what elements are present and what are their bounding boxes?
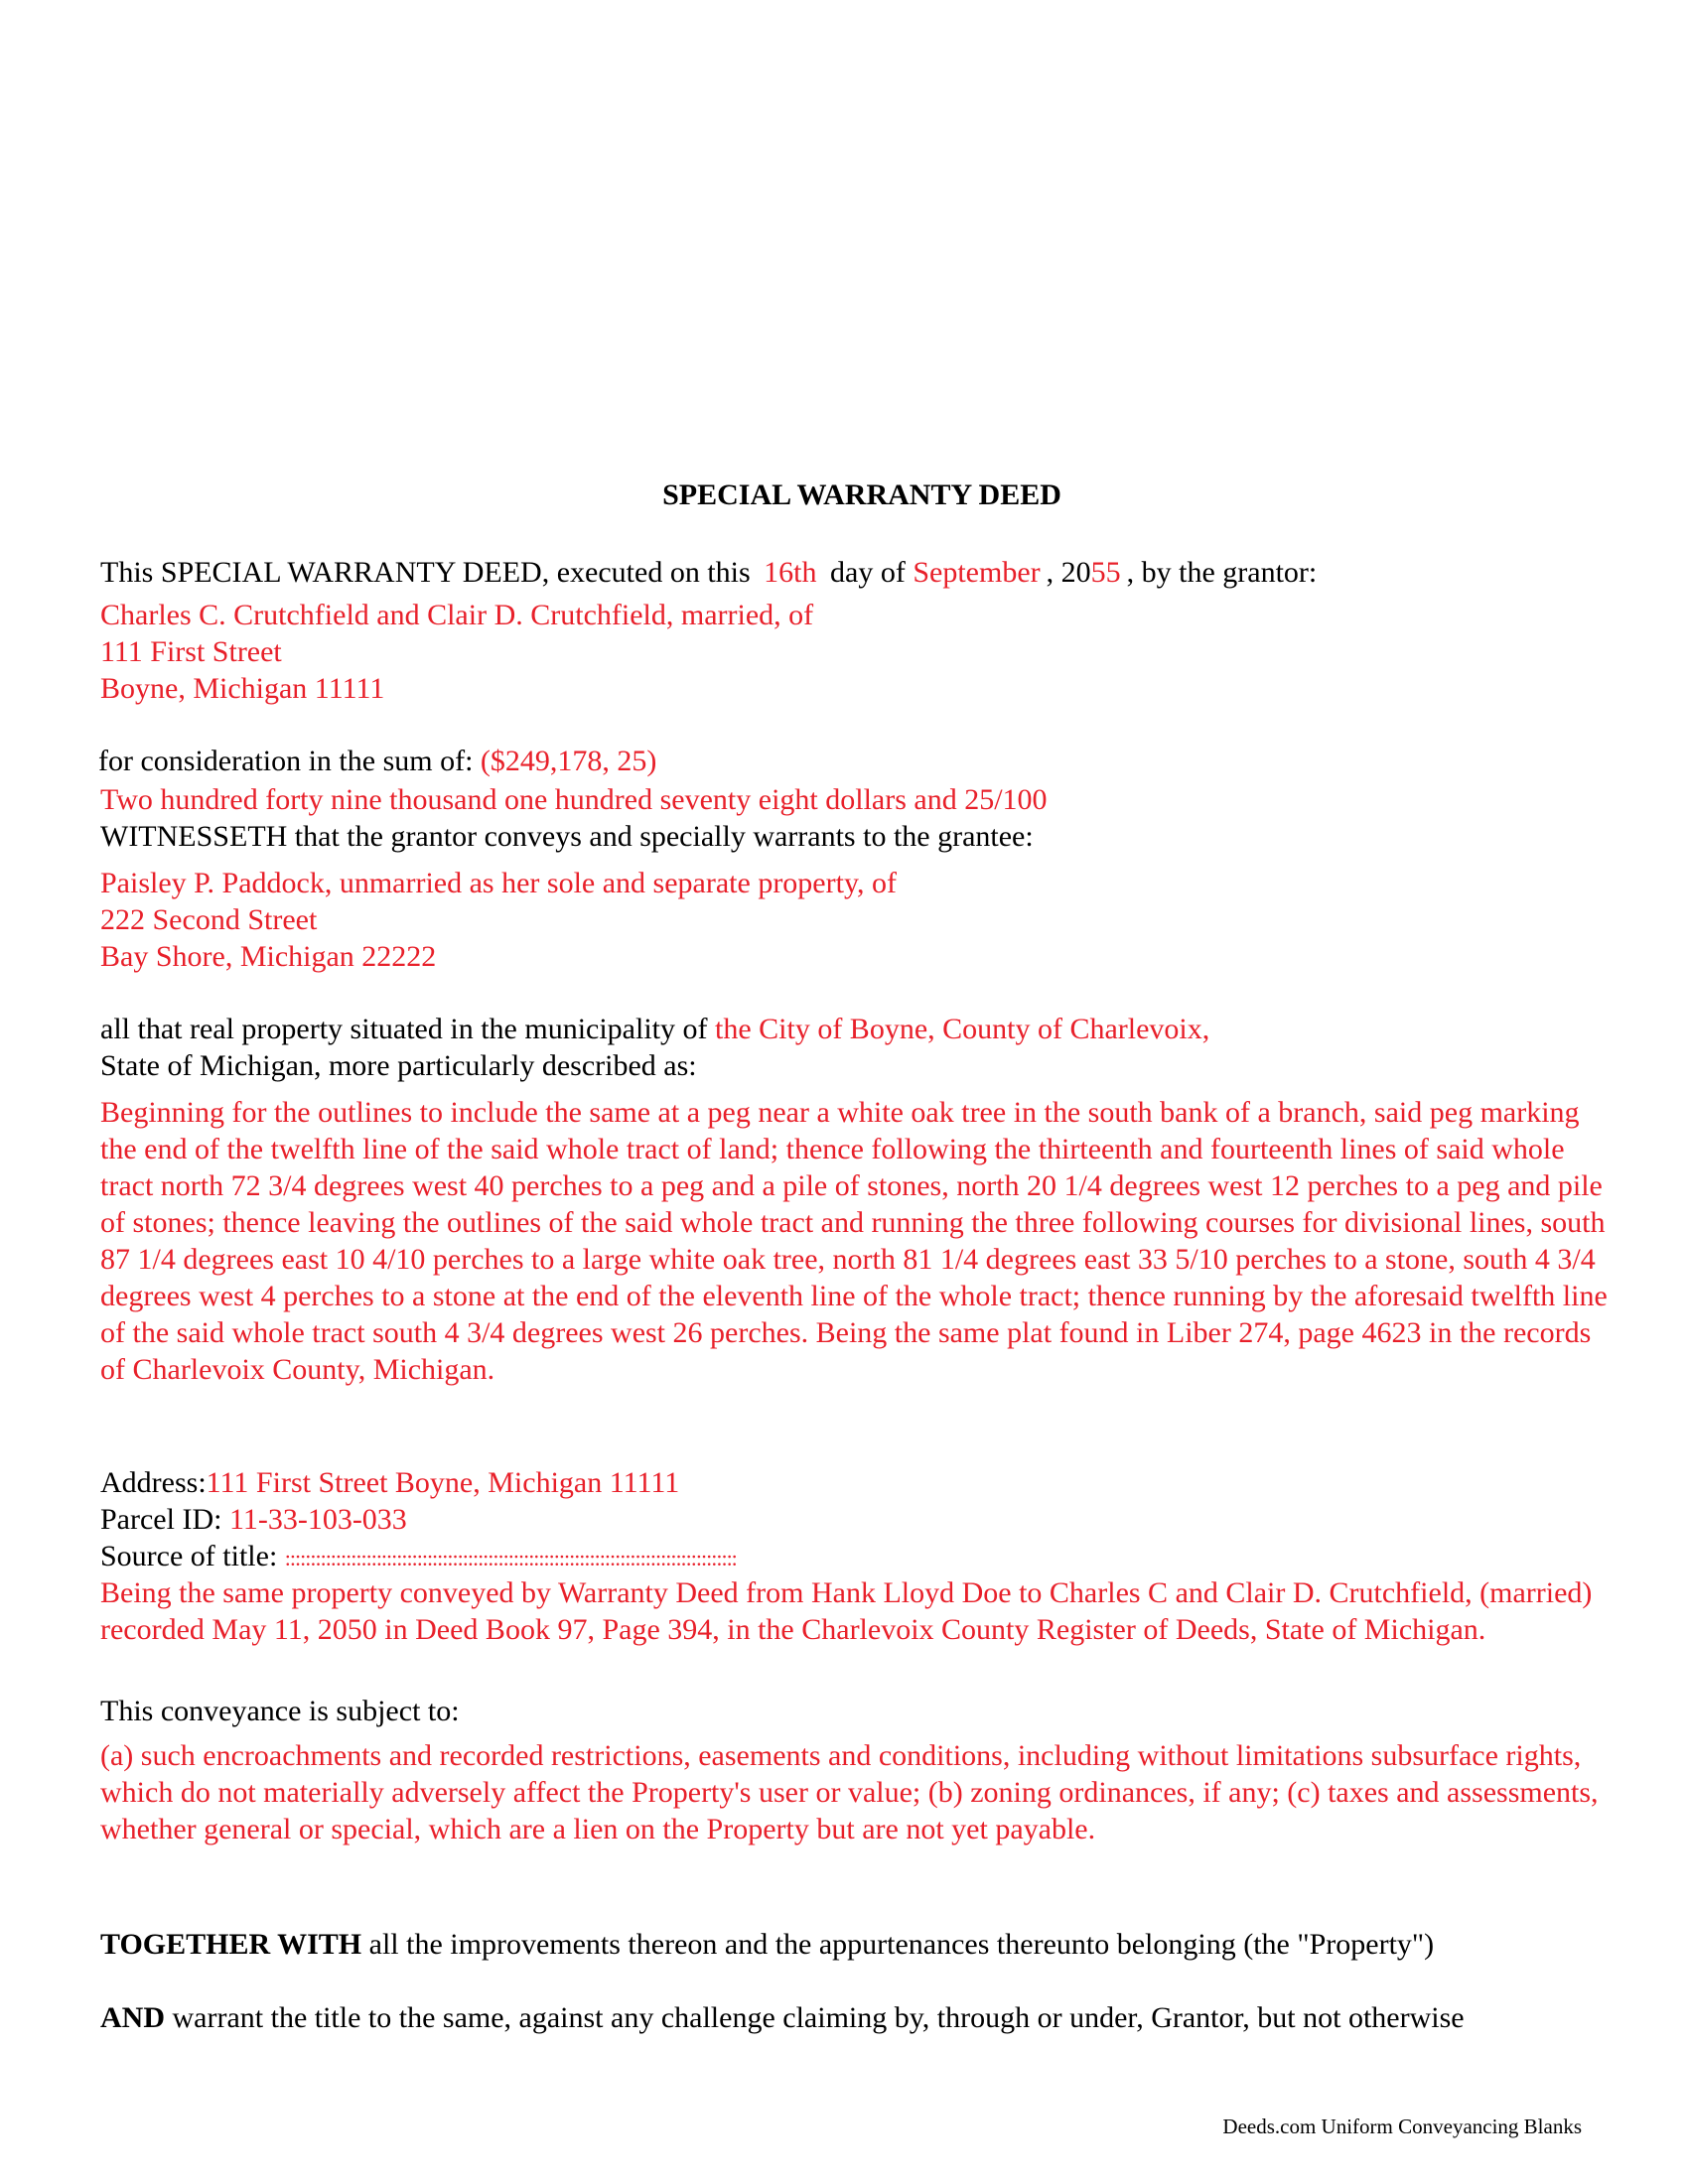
property-state-line: State of Michigan, more particularly described as:	[100, 1049, 697, 1082]
parcel-label: Parcel ID:	[100, 1503, 222, 1536]
source-text: Being the same property conveyed by Warranty Deed from Hank Lloyd Doe to Charles C and Clair D. Crutchfield, (married) recorded May 11, 2050 in Deed Book 97, Page 394, in the Charlevoix County Register of Deeds, State of Michigan.	[100, 1576, 1593, 1646]
together-bold: TOGETHER WITH	[100, 1928, 362, 1961]
consideration-words: Two hundred forty nine thousand one hundred seventy eight dollars and 25/100	[100, 783, 1048, 816]
grantee-name: Paisley P. Paddock, unmarried as her sole and separate property, of	[100, 867, 897, 899]
grantor-name: Charles C. Crutchfield and Clair D. Crutchfield, married, of	[100, 599, 814, 631]
consideration-label: for consideration in the sum of:	[98, 745, 474, 777]
source-label: Source of title:	[100, 1540, 278, 1572]
intro-prefix: This SPECIAL WARRANTY DEED, executed on this	[100, 556, 751, 589]
intro-line	[100, 554, 1317, 591]
day-of-text: day of	[830, 556, 906, 589]
footer-credit: Deeds.com Uniform Conveyancing Blanks	[1222, 2115, 1582, 2138]
address-value: 111 First Street Boyne, Michigan 11111	[206, 1466, 680, 1499]
grantee-street: 222 Second Street	[100, 903, 318, 936]
consideration-line	[98, 743, 656, 779]
together-text: all the improvements thereon and the appurtenances thereunto belonging (the "Property")	[368, 1928, 1435, 1961]
grantor-street: 111 First Street	[100, 635, 282, 668]
execution-month: September	[913, 556, 1041, 589]
address-label: Address:	[100, 1466, 207, 1499]
execution-year-suffix: 55	[1090, 556, 1121, 589]
consideration-amount: ($249,178, 25)	[480, 745, 657, 777]
source-dots: :::::::::::::::::::::::::::::::::::::::::::::::::::::::::::::::::::::::::::::::::::::::::	[284, 1546, 737, 1570]
property-municipality: the City of Boyne, County of Charlevoix,	[714, 1013, 1210, 1045]
warrant-bold: AND	[100, 2001, 165, 2034]
warrant-text: warrant the title to the same, against any challenge claiming by, through or under, Grantor, but not otherwise	[172, 2001, 1465, 2034]
grantor-city: Boyne, Michigan 11111	[100, 672, 385, 705]
source-line	[100, 1538, 737, 1576]
grantee-city: Bay Shore, Michigan 22222	[100, 940, 437, 973]
parcel-value: 11-33-103-033	[228, 1503, 407, 1536]
subject-label: This conveyance is subject to:	[100, 1695, 460, 1727]
property-line	[100, 1011, 1209, 1047]
witnesseth-text: WITNESSETH that the grantor conveys and specially warrants to the grantee:	[100, 820, 1034, 853]
warrant-paragraph	[100, 1999, 1610, 2036]
year-prefix: , 20	[1046, 556, 1091, 589]
subject-text: (a) such encroachments and recorded restrictions, easements and conditions, including without limitations subsurface rights, which do not materially adversely affect the Property's user or value; (b) zoning ordinances, if any; (c) taxes and assessments, whether general or special, which are a lien on the Property but are not yet payable.	[100, 1739, 1599, 1845]
parcel-line	[100, 1501, 407, 1538]
intro-suffix: , by the grantor:	[1126, 556, 1318, 589]
together-line	[100, 1926, 1434, 1963]
document-title: SPECIAL WARRANTY DEED	[662, 478, 1061, 511]
legal-description: Beginning for the outlines to include the same at a peg near a white oak tree in the south bank of a branch, said peg marking the end of the twelfth line of the said whole tract of land; thence following the thirteenth and fourteenth lines of said whole tract north 72 3/4 degrees west 40 perches to a peg and a pile of stones, north 20 1/4 degrees west 12 perches to a peg and pile of stones; thence leaving the outlines of the said whole tract and running the three following courses for divisional lines, south 87 1/4 degrees east 10 4/10 perches to a large white oak tree, north 81 1/4 degrees east 33 5/10 perches to a stone, south 4 3/4 degrees west 4 perches to a stone at the end of the eleventh line of the whole tract; thence running by the aforesaid twelfth line of the said whole tract south 4 3/4 degrees west 26 perches. Being the same plat found in Liber 274, page 4623 in the records of Charlevoix County, Michigan.	[100, 1096, 1608, 1386]
property-label: all that real property situated in the municipality of	[100, 1013, 708, 1045]
execution-day: 16th	[764, 556, 817, 589]
address-line	[100, 1464, 679, 1501]
